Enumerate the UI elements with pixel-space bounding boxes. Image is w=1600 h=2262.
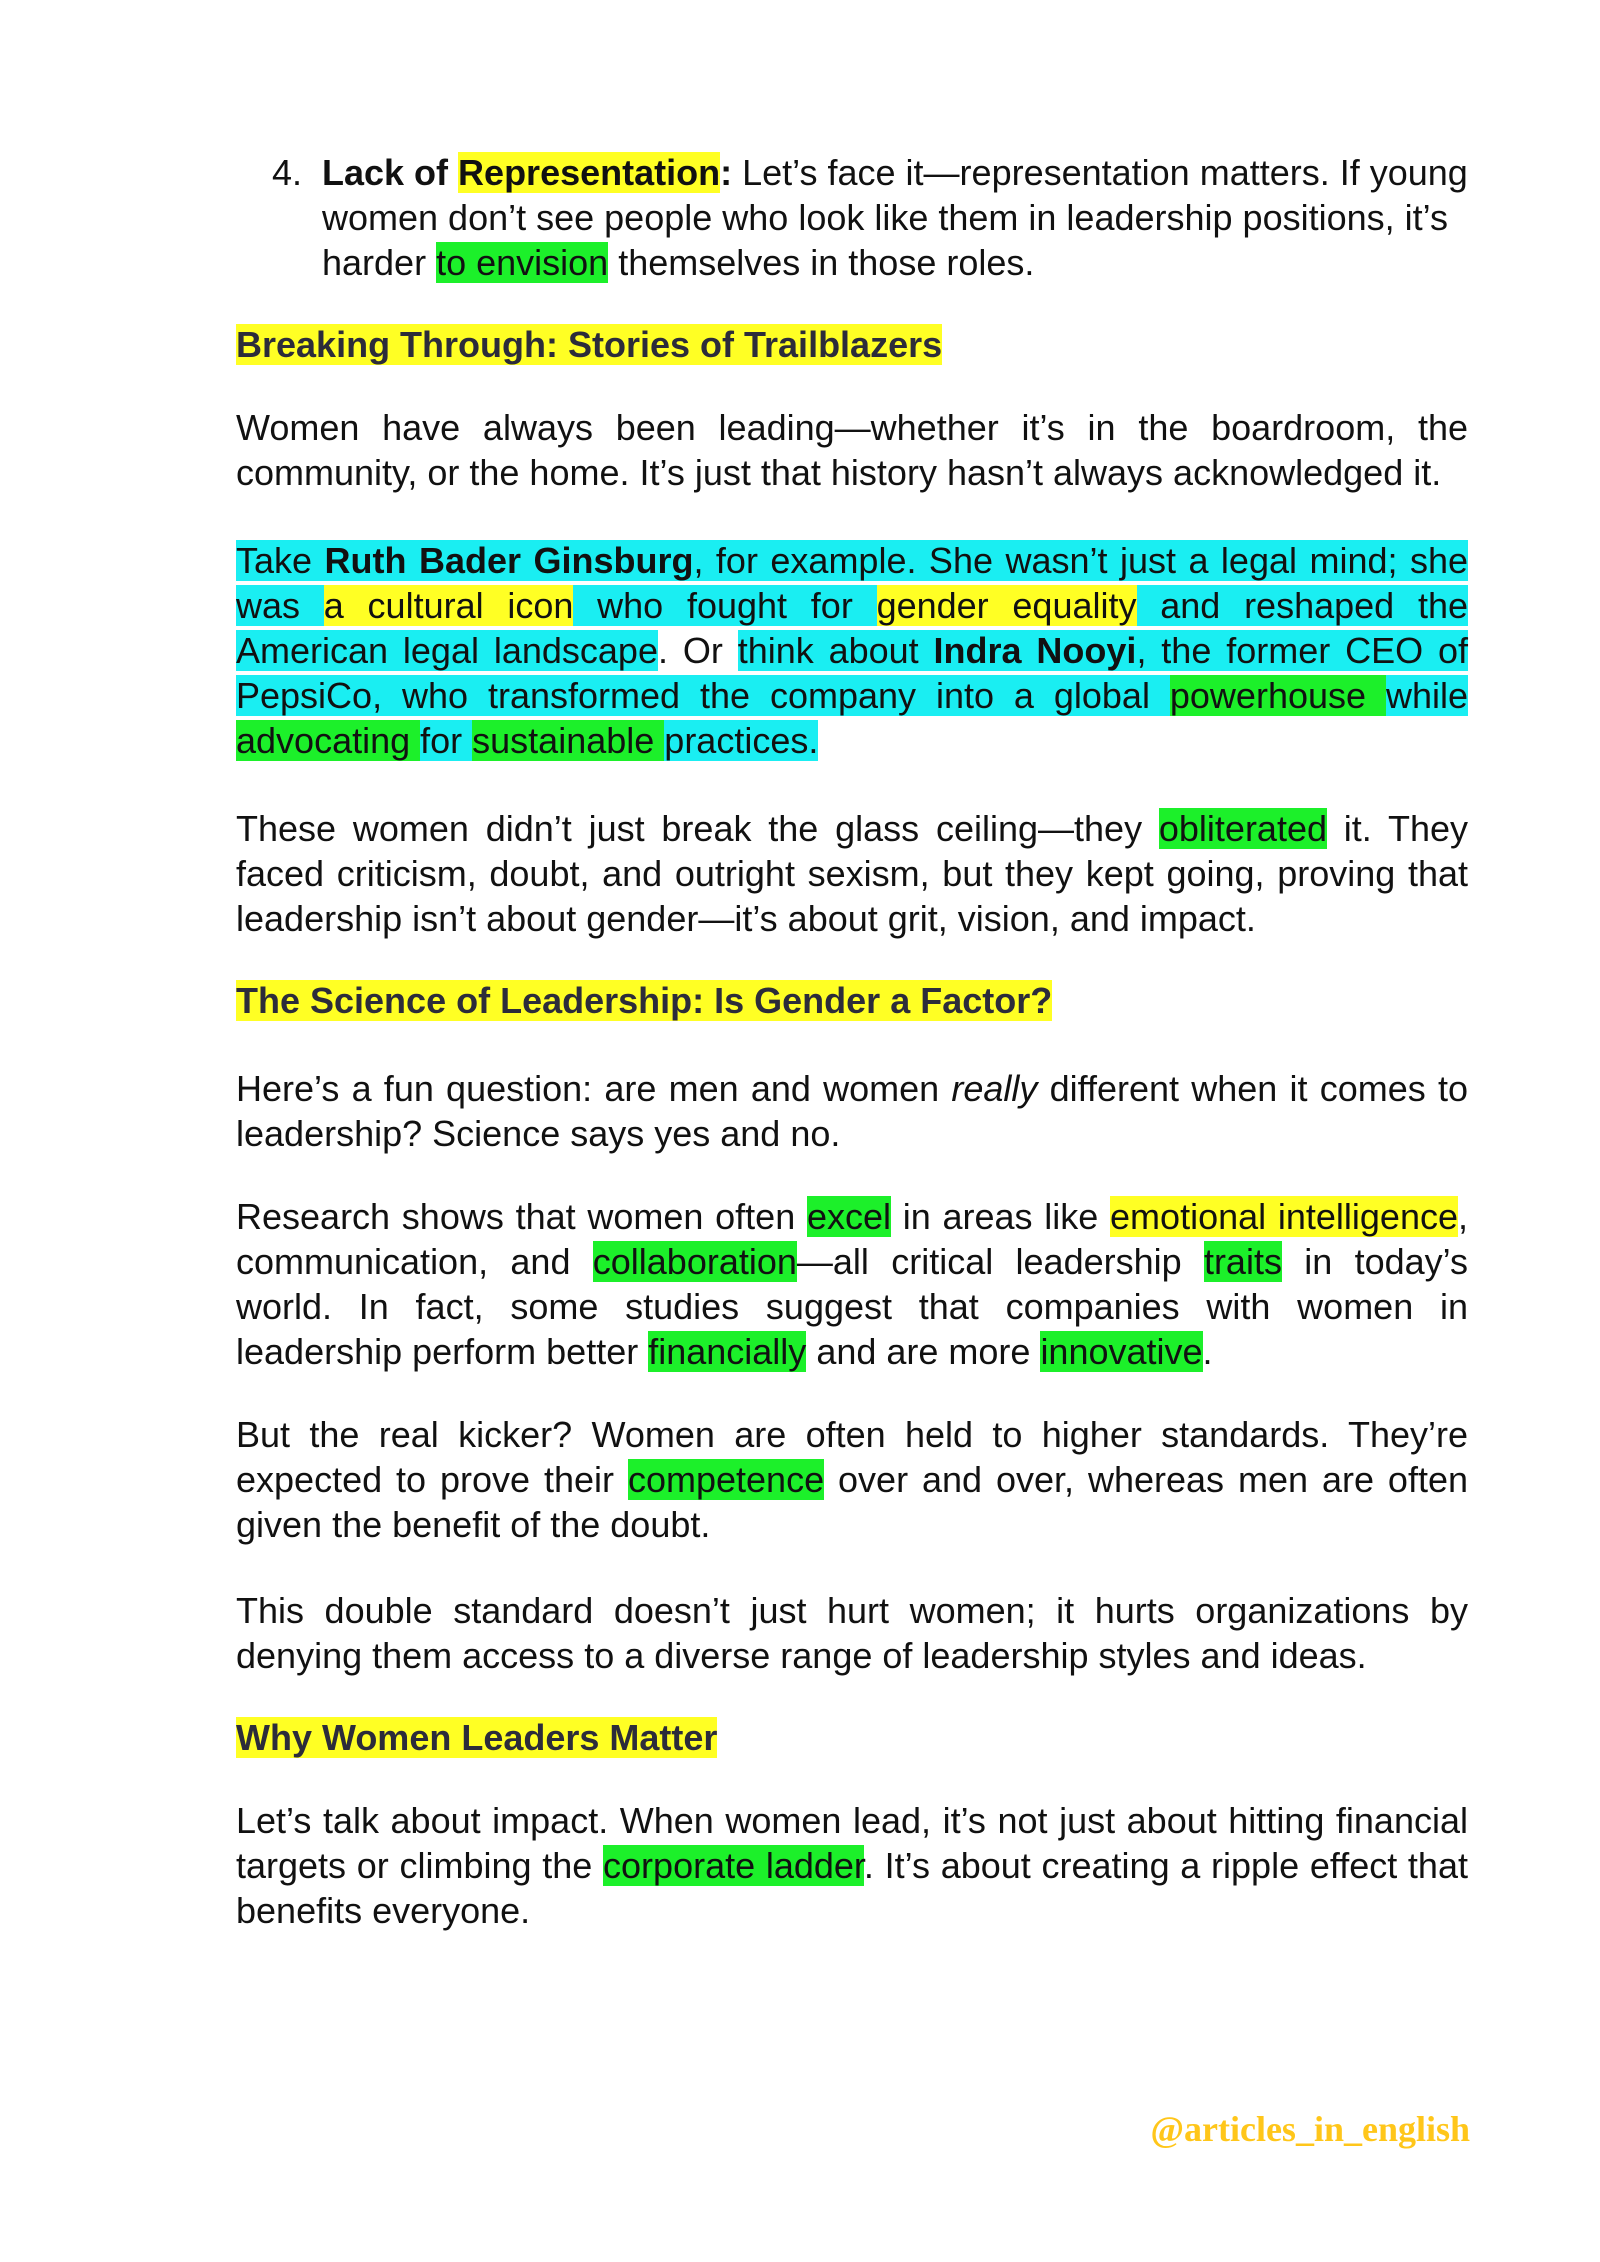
name-nooyi: Indra Nooyi bbox=[933, 630, 1137, 671]
text: These women didn’t just break the glass ceiling—they bbox=[236, 808, 1159, 849]
highlight: powerhouse bbox=[1169, 675, 1386, 716]
text: Here’s a fun question: are men and women bbox=[236, 1068, 952, 1109]
list-number: 4. bbox=[272, 152, 303, 193]
text: while bbox=[1385, 675, 1469, 716]
paragraph-question bbox=[236, 1066, 1468, 1156]
list-item bbox=[236, 150, 1468, 285]
text: and reshaped the American legal landscape bbox=[236, 585, 1468, 671]
paragraph-impact bbox=[236, 1798, 1468, 1933]
watermark-handle: @articles_in_english bbox=[1150, 2109, 1470, 2149]
text: . It’s about creating a ripple effect that benefits everyone. bbox=[236, 1845, 1468, 1931]
document-page bbox=[236, 150, 1468, 1933]
section-heading-science bbox=[236, 978, 1468, 1023]
paragraph-double-standard: This double standard doesn’t just hurt women; it hurts organizations by denying them access to a diverse range of leadership styles and ideas. bbox=[236, 1590, 1468, 1676]
text: over and over, whereas men are often given the benefit of the doubt. bbox=[236, 1459, 1468, 1545]
section-heading-why bbox=[236, 1715, 1468, 1760]
highlight: collaboration bbox=[592, 1241, 797, 1282]
text: , communication, and bbox=[236, 1196, 1468, 1282]
name-ginsburg: Ruth Bader Ginsburg bbox=[324, 540, 694, 581]
text: who fought for bbox=[573, 585, 877, 626]
paragraph-standards bbox=[236, 1412, 1468, 1547]
heading-text: Why Women Leaders Matter bbox=[236, 1717, 718, 1758]
text: different when it comes to leadership? Science says yes and no. bbox=[236, 1068, 1468, 1154]
list-title-colon: : bbox=[720, 152, 733, 193]
list-highlight: to envision bbox=[436, 242, 609, 283]
highlight: a cultural icon bbox=[323, 585, 574, 626]
highlight: innovative bbox=[1040, 1331, 1203, 1372]
highlight: advocating bbox=[236, 720, 421, 761]
heading-text: The Science of Leadership: Is Gender a Factor? bbox=[236, 980, 1053, 1021]
list-text-end: themselves in those roles. bbox=[608, 242, 1035, 283]
highlight: corporate ladder bbox=[603, 1845, 864, 1886]
section-heading-trailblazers bbox=[236, 322, 1468, 367]
paragraph-research bbox=[236, 1194, 1468, 1374]
text: think about bbox=[737, 630, 934, 671]
highlight: emotional intelligence bbox=[1110, 1196, 1458, 1237]
text: it. They faced criticism, doubt, and outright sexism, but they kept going, proving that leadership isn’t about gender—it’s about grit, vision, and impact. bbox=[236, 808, 1468, 939]
highlight: excel bbox=[806, 1196, 891, 1237]
heading-text: Breaking Through: Stories of Trailblazers bbox=[236, 324, 943, 365]
highlight: sustainable bbox=[472, 720, 665, 761]
list-text: Let’s face it—representation matters. If young women don’t see people who look like them in leadership positions, it’s harder bbox=[322, 152, 1468, 283]
paragraph-glass-ceiling bbox=[236, 806, 1468, 941]
text: . bbox=[1202, 1331, 1213, 1372]
text: , for example. She wasn’t just a legal mind; she was bbox=[236, 540, 1468, 626]
text: Take bbox=[236, 540, 325, 581]
text: —all critical leadership bbox=[796, 1241, 1204, 1282]
list-title-pre: Lack of bbox=[322, 152, 459, 193]
list-item-title bbox=[322, 152, 732, 193]
highlight: obliterated bbox=[1158, 808, 1327, 849]
text: for bbox=[420, 720, 473, 761]
text: in areas like bbox=[891, 1196, 1111, 1237]
highlight: traits bbox=[1203, 1241, 1282, 1282]
text: in today’s world. In fact, some studies suggest that companies with women in leadership perform better bbox=[236, 1241, 1468, 1372]
paragraph-history: Women have always been leading—whether it’s in the boardroom, the community, or the home. It’s just that history hasn’t always acknowledged it. bbox=[236, 407, 1468, 493]
list-title-highlight: Representation bbox=[458, 152, 721, 193]
text: , the former CEO of PepsiCo, who transformed the company into a global bbox=[236, 630, 1468, 716]
text: Research shows that women often bbox=[236, 1196, 807, 1237]
highlight: gender equality bbox=[876, 585, 1137, 626]
highlight: financially bbox=[648, 1331, 807, 1372]
text: . Or bbox=[657, 630, 738, 671]
paragraph-examples bbox=[236, 538, 1468, 763]
text: practices. bbox=[664, 720, 819, 761]
emphasis: really bbox=[951, 1068, 1038, 1109]
text: Let’s talk about impact. When women lead, it’s not just about hitting financial targets or climbing the bbox=[236, 1800, 1468, 1886]
highlight: competence bbox=[627, 1459, 825, 1500]
text: and are more bbox=[806, 1331, 1041, 1372]
text: But the real kicker? Women are often held to higher standards. They’re expected to prove their bbox=[236, 1414, 1468, 1500]
